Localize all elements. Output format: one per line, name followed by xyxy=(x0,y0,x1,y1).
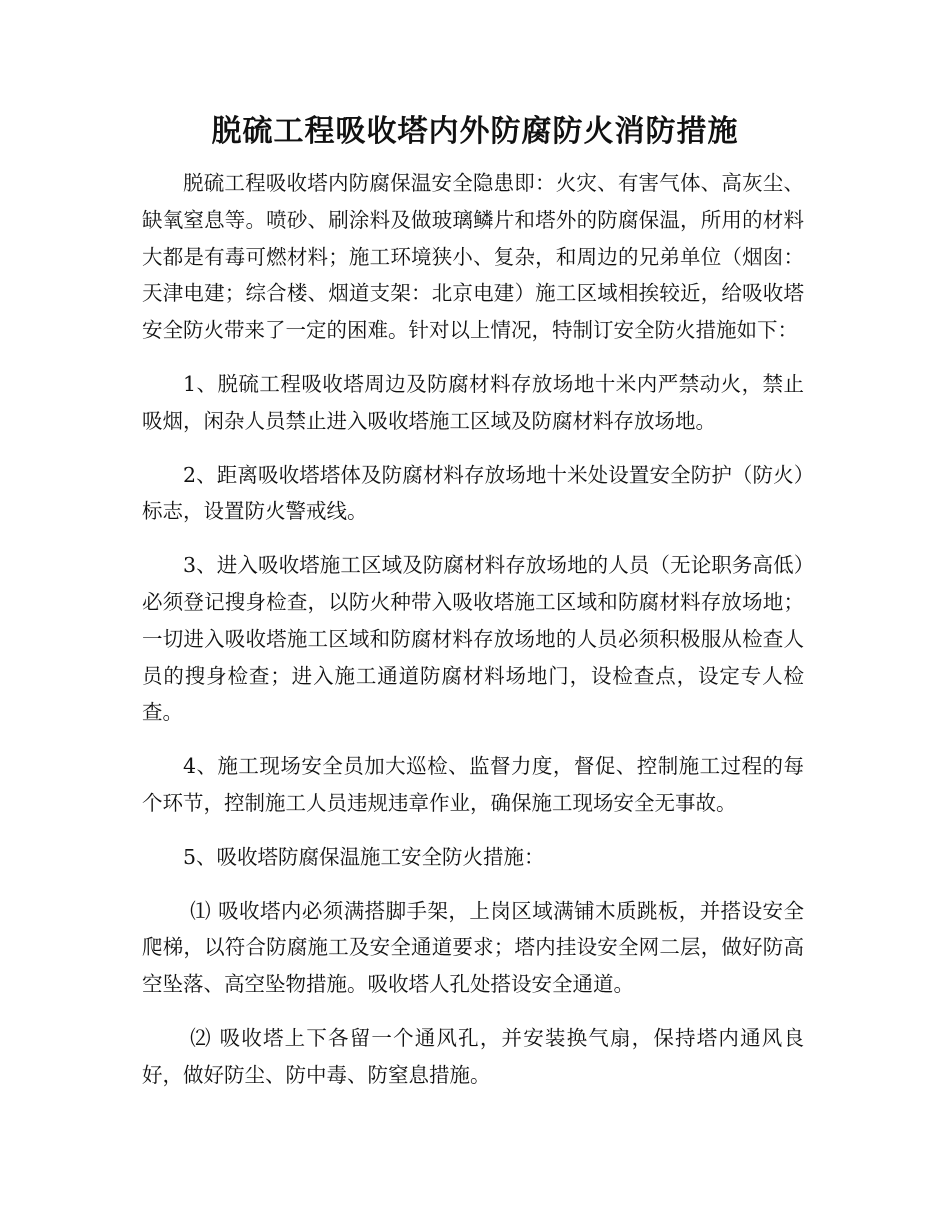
document-body xyxy=(142,165,804,1111)
paragraph-subitem-1: ⑴ 吸收塔内必须满搭脚手架，上岗区域满铺木质跳板，并搭设安全爬梯，以符合防腐施工及安全通道要求；塔内挂设安全网二层，做好防高空坠落、高空坠物措施。吸收塔人孔处搭设安全通道。 xyxy=(142,898,804,997)
paragraph-item-5: 5、吸收塔防腐保温施工安全防火措施： xyxy=(183,844,545,869)
document-title: 脱硫工程吸收塔内外防腐防火消防措施 xyxy=(211,114,739,149)
paragraph-item-2: 2、距离吸收塔塔体及防腐材料存放场地十米处设置安全防护（防火）标志，设置防火警戒线。 xyxy=(142,462,804,524)
paragraph-subitem-2: ⑵ 吸收塔上下各留一个通风孔，并安装换气扇，保持塔内通风良好，做好防尘、防中毒、防窒息措施。 xyxy=(142,1025,804,1087)
paragraph-intro: 脱硫工程吸收塔内防腐保温安全隐患即：火灾、有害气体、高灰尘、缺氧窒息等。喷砂、刷涂料及做玻璃鳞片和塔外的防腐保温，所用的材料大都是有毒可燃材料；施工环境狭小、复杂，和周边的兄弟单位（烟囱：天津电建；综合楼、烟道支架：北京电建）施工区域相挨较近，给吸收塔安全防火带来了一定的困难。针对以上情况，特制订安全防火措施如下： xyxy=(142,171,804,343)
paragraph-item-4: 4、施工现场安全员加大巡检、监督力度，督促、控制施工过程的每个环节，控制施工人员违规违章作业，确保施工现场安全无事故。 xyxy=(142,754,804,815)
paragraph-item-1: 1、脱硫工程吸收塔周边及防腐材料存放场地十米内严禁动火，禁止吸烟，闲杂人员禁止进入吸收塔施工区域及防腐材料存放场地。 xyxy=(142,371,804,433)
paragraph-item-3: 3、进入吸收塔施工区域及防腐材料存放场地的人员（无论职务高低）必须登记搜身检查，以防火种带入吸收塔施工区域和防腐材料存放场地；一切进入吸收塔施工区域和防腐材料存放场地的人员必须积极服从检查人员的搜身检查；进入施工通道防腐材料场地门，设检查点，设定专人检查。 xyxy=(142,553,804,725)
